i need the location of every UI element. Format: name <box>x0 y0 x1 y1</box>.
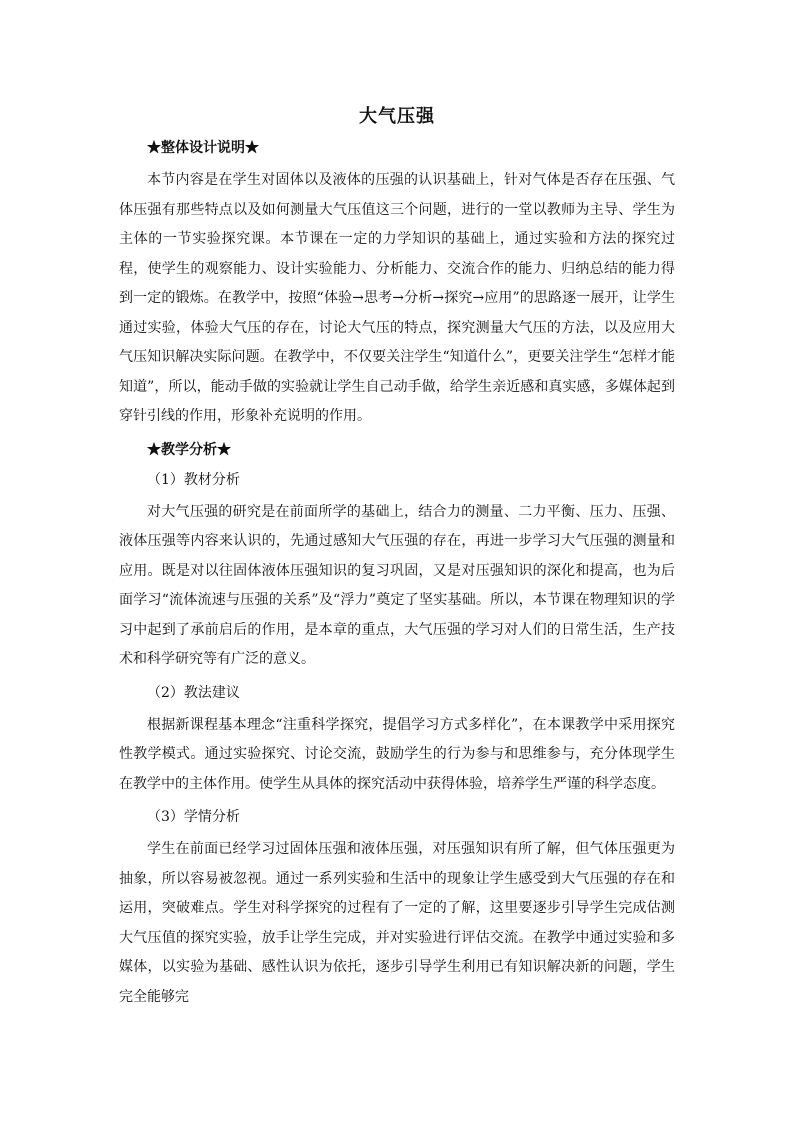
subheading-material-analysis: （1）教材分析 <box>147 471 240 488</box>
subheading-teaching-method: （2）教法建议 <box>147 684 240 701</box>
subheading-student-analysis: （3）学情分析 <box>147 809 240 825</box>
student-analysis-paragraph: 学生在前面已经学习过固体压强和液体压强，对压强知识有所了解，但气体压强更为抽象，所以容易被忽视。通过一系列实验和生活中的现象让学生感受到大气压强的存在和运用，突破难点。学生对科学探究的过程有了一定的了解，这里要逐步引导学生完成估测大气压值的探究实验，放手让学生完成，并对实验进行评估交流。在教学中通过实验和多媒体，以实验为基础、感性认识为依托，逐步引导学生利用已有知识解决新的问题，学生完全能够完 <box>119 841 675 1005</box>
document-content <box>119 102 675 1018</box>
section-heading-teaching-analysis: ★教学分析★ <box>147 441 231 458</box>
overall-design-paragraph: 本节内容是在学生对固体以及液体的压强的认识基础上，针对气体是否存在压强、气体压强有那些特点以及如何测量大气压值这三个问题，进行的一堂以教师为主导、学生为主体的一节实验探究课。本节课在一定的力学知识的基础上，通过实验和方法的探究过程，使学生的观察能力、设计实验能力、分析能力、交流合作的能力、归纳总结的能力得到一定的锻炼。在教学中，按照“体验→思考→分析→探究→应用”的思路逐一展开，让学生通过实验，体验大气压的存在，讨论大气压的特点，探究测量大气压的方法，以及应用大气压知识解决实际问题。在教学中，不仅要关注学生“知道什么”，更要关注学生“怎样才能知道”，所以，能动手做的实验就让学生自己动手做，给学生亲近感和真实感，多媒体起到穿针引线的作用，形象补充说明的作用。 <box>119 172 675 424</box>
teaching-method-paragraph: 根据新课程基本理念“注重科学探究，提倡学习方式多样化”，在本课教学中采用探究性教学模式。通过实验探究、讨论交流，鼓励学生的行为参与和思维参与，充分体现学生在教学中的主体作用。使学生从具体的探究活动中获得体验，培养学生严谨的科学态度。 <box>119 716 675 792</box>
material-analysis-paragraph: 对大气压强的研究是在前面所学的基础上，结合力的测量、二力平衡、压力、压强、液体压强等内容来认识的，先通过感知大气压强的存在，再进一步学习大气压强的测量和应用。既是对以往固体液体压强知识的复习巩固，又是对压强知识的深化和提高，也为后面学习“流体流速与压强的关系”及“浮力”奠定了坚实基础。所以，本节课在物理知识的学习中起到了承前启后的作用，是本章的重点，大气压强的学习对人们的日常生活，生产技术和科学研究等有广泛的意义。 <box>119 503 675 667</box>
section-heading-overall-design: ★整体设计说明★ <box>147 140 259 156</box>
document-title: 大气压强 <box>359 106 435 127</box>
